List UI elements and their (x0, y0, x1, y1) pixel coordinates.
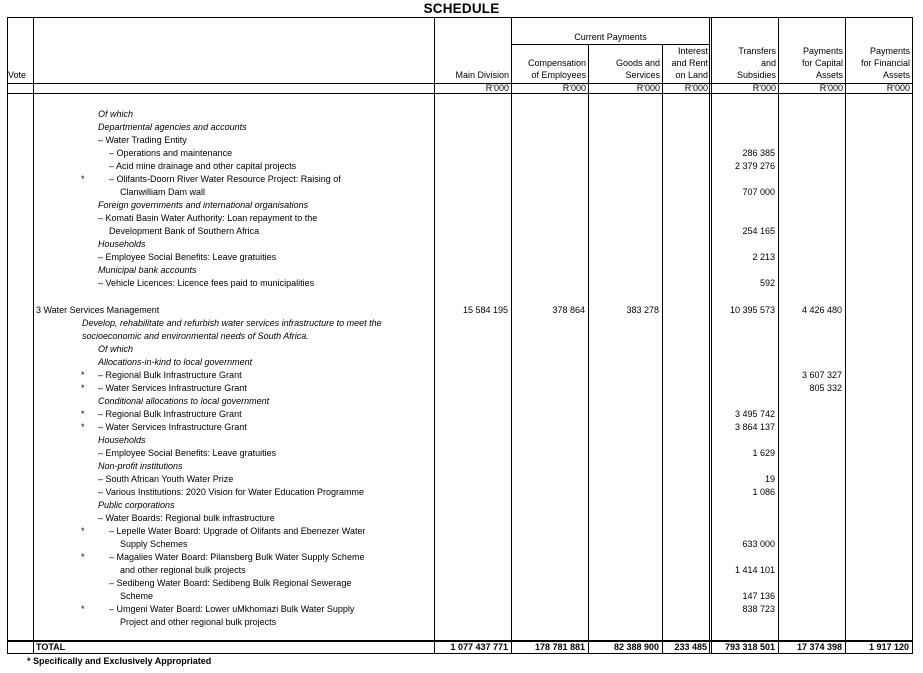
appropriation-marker: * (81, 604, 85, 614)
row-description: Conditional allocations to local government (98, 396, 270, 406)
table-row (0, 473, 923, 486)
row-description: – Water Boards: Regional bulk infrastructure (98, 513, 275, 523)
cell-transfers: 1 414 101 (734, 565, 775, 575)
table-row (0, 590, 923, 603)
cell-transfers: 2 379 276 (734, 161, 775, 171)
row-description: – Operations and maintenance (109, 148, 233, 158)
cell-capital: 3 607 327 (801, 370, 842, 380)
header-transfers-1: Transfers (738, 46, 776, 56)
row-description: – Various Institutions: 2020 Vision for Water Education Programme (98, 487, 364, 497)
row-description: – Water Trading Entity (98, 135, 187, 145)
unit-financial: R'000 (886, 83, 910, 93)
appropriation-marker: * (81, 422, 85, 432)
total-financial: 1 917 120 (868, 642, 909, 652)
unit-comp: R'000 (562, 83, 586, 93)
row-description: Development Bank of Southern Africa (109, 226, 260, 236)
row-description: Project and other regional bulk projects (120, 617, 277, 627)
table-row (0, 603, 923, 616)
table-row (0, 330, 923, 343)
row-description: – Employee Social Benefits: Leave gratuities (98, 252, 277, 262)
header-goods-2: Services (625, 70, 660, 80)
header-financial-2: for Financial (860, 58, 910, 68)
header-transfers-3: Subsidies (736, 70, 776, 80)
table-row (0, 121, 923, 134)
cell-transfers: 2 213 (752, 252, 775, 262)
table-row (0, 369, 923, 382)
table-row (0, 486, 923, 499)
table-row (0, 212, 923, 225)
table-row (0, 238, 923, 251)
table-row (0, 421, 923, 434)
row-description: Develop, rehabilitate and refurbish water services infrastructure to meet the (82, 318, 382, 328)
row-description: – Lepelle Water Board: Upgrade of Olifants and Ebenezer Water (109, 526, 366, 536)
row-description: Allocations-in-kind to local government (98, 357, 253, 367)
table-row (0, 616, 923, 629)
row-description: and other regional bulk projects (120, 565, 246, 575)
unit-goods: R'000 (636, 83, 660, 93)
cell-main: 15 584 195 (462, 305, 508, 315)
row-description: Of which (98, 109, 134, 119)
table-row (0, 317, 923, 330)
table-row (0, 343, 923, 356)
row-description: – Water Services Infrastructure Grant (98, 422, 247, 432)
header-financial-1: Payments (869, 46, 910, 56)
row-description: – Employee Social Benefits: Leave gratuities (98, 448, 277, 458)
table-row (0, 551, 923, 564)
table-row (0, 108, 923, 121)
row-description: – Komati Basin Water Authority: Loan repayment to the (98, 213, 318, 223)
cell-transfers: 254 165 (742, 226, 775, 236)
row-description: – Sedibeng Water Board: Sedibeng Bulk Regional Sewerage (109, 578, 352, 588)
row-description: – Water Services Infrastructure Grant (98, 383, 247, 393)
table-row (0, 264, 923, 277)
table-row (0, 525, 923, 538)
table-row (0, 538, 923, 551)
header-current-payments: Current Payments (574, 32, 647, 42)
unit-main: R'000 (485, 83, 509, 93)
table-row (0, 134, 923, 147)
cell-transfers: 10 395 573 (729, 305, 775, 315)
row-description: – South African Youth Water Prize (98, 474, 234, 484)
header-goods-1: Goods and (615, 58, 660, 68)
table-row (0, 447, 923, 460)
total-goods: 82 388 900 (613, 642, 659, 652)
unit-interest: R'000 (684, 83, 708, 93)
table-row (0, 564, 923, 577)
row-description: Departmental agencies and accounts (98, 122, 247, 132)
table-row (0, 408, 923, 421)
appropriation-marker: * (81, 383, 85, 393)
row-description: Supply Schemes (120, 539, 188, 549)
row-description: – Magalies Water Board: Pilansberg Bulk Water Supply Scheme (109, 552, 365, 562)
header-capital-2: for Capital (801, 58, 843, 68)
total-row (0, 641, 923, 654)
table-row (0, 147, 923, 160)
row-description: Households (98, 239, 146, 249)
cell-transfers: 838 723 (742, 604, 775, 614)
table-row (0, 225, 923, 238)
cell-capital: 805 332 (809, 383, 842, 393)
row-description: Foreign governments and international organisations (98, 200, 309, 210)
row-description: – Vehicle Licences: Licence fees paid to municipalities (98, 278, 315, 288)
row-description: Scheme (120, 591, 154, 601)
row-description: Of which (98, 344, 134, 354)
table-row (0, 304, 923, 317)
page-title: SCHEDULE (423, 1, 500, 16)
cell-transfers: 1 086 (752, 487, 775, 497)
row-description: socioeconomic and environmental needs of South Africa. (82, 331, 309, 341)
total-comp: 178 781 881 (534, 642, 585, 652)
total-interest: 233 485 (674, 642, 707, 652)
row-description: Households (98, 435, 146, 445)
total-transfers: 793 318 501 (724, 642, 775, 652)
row-description: 3 Water Services Management (36, 305, 160, 315)
table-row (0, 577, 923, 590)
row-description: Municipal bank accounts (98, 265, 197, 275)
cell-transfers: 592 (759, 278, 775, 288)
cell-transfers: 286 385 (742, 148, 775, 158)
footnote: * Specifically and Exclusively Appropriated (27, 656, 212, 666)
header-compensation-2: of Employees (531, 70, 586, 80)
table-row (0, 160, 923, 173)
header-interest-1: Interest (677, 46, 708, 56)
row-description: – Acid mine drainage and other capital projects (109, 161, 297, 171)
cell-transfers: 707 000 (742, 187, 775, 197)
unit-transfers: R'000 (752, 83, 776, 93)
table-row (0, 499, 923, 512)
header-transfers-2: and (760, 58, 776, 68)
cell-transfers: 147 136 (742, 591, 775, 601)
table-row (0, 277, 923, 290)
unit-capital: R'000 (819, 83, 843, 93)
table-row (0, 251, 923, 264)
table-row (0, 512, 923, 525)
header-vote: Vote (8, 70, 27, 80)
appropriation-marker: * (81, 370, 85, 380)
row-description: – Olifants-Doorn River Water Resource Project: Raising of (109, 174, 341, 184)
table-row (0, 186, 923, 199)
table-row (0, 395, 923, 408)
header-interest-3: on Land (675, 70, 708, 80)
header-capital-3: Assets (815, 70, 843, 80)
table-row (0, 434, 923, 447)
header-compensation-1: Compensation (527, 58, 586, 68)
appropriation-marker: * (81, 409, 85, 419)
appropriation-marker: * (81, 174, 85, 184)
row-description: Non-profit institutions (98, 461, 183, 471)
cell-capital: 4 426 480 (801, 305, 842, 315)
cell-goods: 383 278 (626, 305, 659, 315)
table-row (0, 382, 923, 395)
row-description: – Umgeni Water Board: Lower uMkhomazi Bulk Water Supply (109, 604, 355, 614)
header-interest-2: and Rent (671, 58, 708, 68)
header-financial-3: Assets (882, 70, 910, 80)
table-row (0, 356, 923, 369)
cell-comp: 378 864 (552, 305, 585, 315)
appropriation-marker: * (81, 526, 85, 536)
table-row (0, 199, 923, 212)
row-description: – Regional Bulk Infrastructure Grant (98, 370, 242, 380)
header-capital-1: Payments (802, 46, 843, 56)
table-row (0, 173, 923, 186)
cell-transfers: 633 000 (742, 539, 775, 549)
appropriation-marker: * (81, 552, 85, 562)
row-description: – Regional Bulk Infrastructure Grant (98, 409, 242, 419)
cell-transfers: 1 629 (752, 448, 775, 458)
header-main-division: Main Division (455, 70, 509, 80)
cell-transfers: 3 864 137 (734, 422, 775, 432)
total-capital: 17 374 398 (796, 642, 842, 652)
cell-transfers: 3 495 742 (734, 409, 775, 419)
total-label: TOTAL (36, 642, 66, 652)
row-description: Clanwilliam Dam wall (120, 187, 206, 197)
total-main: 1 077 437 771 (450, 642, 508, 652)
row-description: Public corporations (98, 500, 175, 510)
cell-transfers: 19 (764, 474, 775, 484)
table-row (0, 460, 923, 473)
